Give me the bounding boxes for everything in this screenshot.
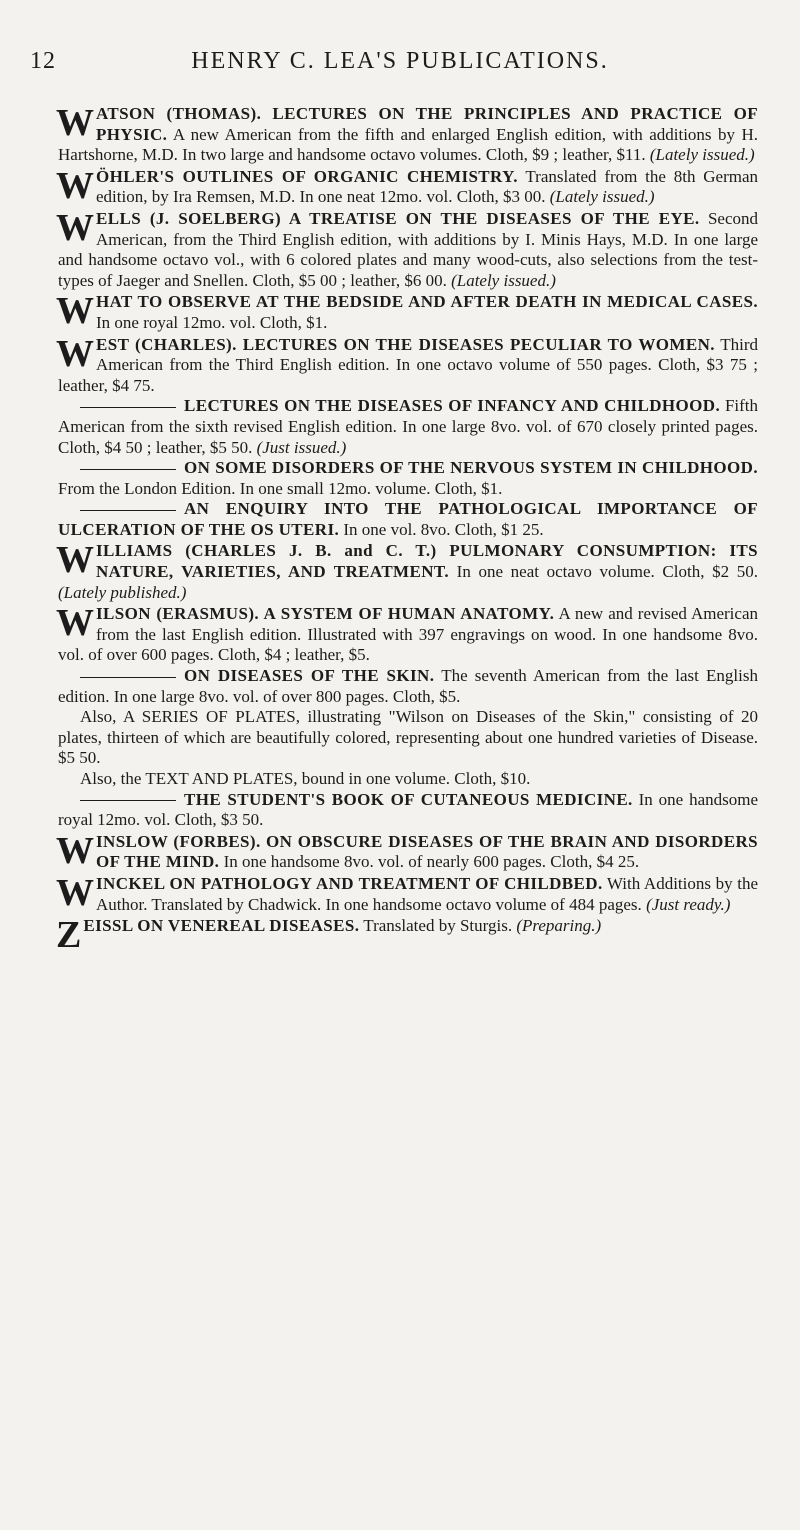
entry-body: In one royal 12mo. vol. Cloth, $1.	[96, 312, 328, 332]
catalog-listing	[56, 102, 759, 957]
sub-entry-heading: AN ENQUIRY INTO THE PATHOLOGICAL IMPORTANCE OF ULCERATION OF THE OS UTERI.	[58, 499, 758, 539]
entry-heading: HAT TO OBSERVE AT THE BEDSIDE AND AFTER DEATH IN MEDICAL CASES.	[96, 292, 758, 312]
entry-heading: ILSON (ERASMUS). A SYSTEM OF HUMAN ANATOMY.	[96, 604, 555, 624]
sub-entry-heading: LECTURES ON THE DISEASES OF INFANCY AND CHILDHOOD.	[184, 396, 721, 416]
catalog-entry	[58, 104, 758, 166]
entry-heading: INCKEL ON PATHOLOGY AND TREATMENT OF CHILDBED.	[96, 873, 603, 893]
entry-body: In one handsome 8vo. vol. of nearly 600 pages. Cloth, $4 25.	[219, 852, 640, 872]
catalog-entry	[58, 292, 758, 333]
catalog-entry	[56, 206, 758, 291]
ditto-rule	[80, 677, 176, 678]
catalog-entry	[56, 164, 758, 208]
sub-entry-body: Fifth American from the sixth revised English edition. In one large 8vo. vol. of 670 closely printed pages. Cloth, $4 50 ; leather, $5 50.	[58, 396, 759, 457]
entry-body: Second American, from the Third English edition, with additions by I. Minis Hays, M.D. In one large and handsome octavo vol., with 6 colored plates and many wood-cuts, also selections from the test-types of Jaeger and Snellen. Cloth, $5 00 ; leather, $6 00.	[58, 208, 758, 290]
page-header	[0, 48, 800, 80]
entry-text	[58, 292, 758, 333]
catalog-entry	[56, 829, 758, 873]
catalog-entry	[56, 914, 758, 957]
entry-heading: ATSON (THOMAS). LECTURES ON THE PRINCIPLES AND PRACTICE OF PHYSIC.	[96, 104, 758, 144]
entry-text	[58, 541, 758, 603]
ditto-rule	[80, 800, 176, 801]
entry-note: (Lately issued.)	[649, 145, 755, 165]
entry-note: (Lately issued.)	[451, 270, 556, 290]
sub-entry-heading: THE STUDENT'S BOOK OF CUTANEOUS MEDICINE.	[184, 789, 633, 809]
sub-entry	[58, 499, 758, 540]
ditto-rule	[80, 407, 176, 408]
drop-cap: Z	[56, 914, 82, 957]
drop-cap: W	[56, 602, 94, 645]
sub-entry-note: (Just issued.)	[256, 437, 347, 457]
drop-cap: W	[56, 290, 94, 333]
sub-entry-body: In one handsome royal 12mo. vol. Cloth, $3 50.	[58, 789, 758, 830]
catalog-entry	[56, 332, 759, 541]
ditto-rule	[80, 469, 176, 470]
also-note: Also, the TEXT AND PLATES, bound in one volume. Cloth, $10.	[80, 769, 531, 788]
entry-body: Translated by Sturgis.	[359, 916, 517, 936]
ditto-rule	[80, 510, 176, 511]
entry-heading: EISSL ON VENEREAL DISEASES.	[83, 916, 360, 936]
drop-cap: W	[56, 871, 94, 914]
entry-text	[56, 164, 758, 208]
entry-heading: ÖHLER'S OUTLINES OF ORGANIC CHEMISTRY.	[96, 166, 518, 186]
drop-cap: W	[56, 206, 94, 249]
catalog-entry	[58, 541, 758, 603]
sub-entry-heading: ON DISEASES OF THE SKIN.	[184, 666, 435, 686]
entry-body: A new and revised American from the last English edition. Illustrated with 397 engravings on wood. In one handsome 8vo. vol. of over 600 pages. Cloth, $4 ; leather, $5.	[58, 604, 758, 665]
entry-heading: ILLIAMS (CHARLES J. B. and C. T.) PULMONARY CONSUMPTION: ITS NATURE, VARIETIES, AND TREATMENT.	[96, 541, 758, 582]
entry-body: In one neat octavo volume. Cloth, $2 50.	[449, 562, 758, 582]
sub-entry-heading: ON SOME DISORDERS OF THE NERVOUS SYSTEM IN CHILDHOOD.	[184, 458, 758, 478]
entry-body: Translated from the 8th German edition, by Ira Remsen, M.D. In one neat 12mo. vol. Cloth, $3 00.	[96, 166, 758, 207]
entry-text	[56, 332, 758, 397]
entry-text	[56, 914, 758, 957]
entry-text	[58, 104, 758, 166]
entry-note: (Just ready.)	[646, 894, 731, 914]
entry-note: (Preparing.)	[516, 916, 602, 936]
catalog-entry	[56, 871, 758, 915]
drop-cap: W	[56, 829, 94, 872]
sub-entry-body: In one vol. 8vo. Cloth, $1 25.	[339, 519, 544, 539]
sub-entry	[58, 790, 758, 831]
drop-cap: W	[56, 332, 94, 375]
entry-text	[58, 604, 758, 666]
entry-text	[56, 206, 758, 291]
sub-entry	[58, 458, 758, 499]
entry-note: (Lately published.)	[58, 582, 187, 602]
entry-body: Third American from the Third English edition. In one octavo volume of 550 pages. Cloth, $3 75 ; leather, $4 75.	[58, 334, 758, 395]
entry-heading: ELLS (J. SOELBERG) A TREATISE ON THE DISEASES OF THE EYE.	[96, 208, 700, 228]
sub-entry	[58, 666, 758, 707]
sub-entry	[58, 396, 758, 458]
entry-text	[56, 829, 758, 873]
sub-entry-body: The seventh American from the last English edition. In one large 8vo. vol. of over 800 pages. Cloth, $5.	[58, 666, 758, 706]
drop-cap: W	[56, 539, 94, 582]
entry-body: With Additions by the Author. Translated by Chadwick. In one handsome octavo volume of 484 pages.	[96, 873, 758, 914]
also-note: Also, A SERIES OF PLATES, illustrating "Wilson on Diseases of the Skin," consisting of 20 plates, thirteen of which are beautifully colored, representing about one hundred varieties of Disease. $5 50.	[58, 707, 758, 768]
entry-heading: INSLOW (FORBES). ON OBSCURE DISEASES OF THE BRAIN AND DISORDERS OF THE MIND.	[96, 831, 758, 872]
drop-cap: W	[56, 102, 94, 144]
entry-body: A new American from the fifth and enlarged English edition, with additions by H. Hartshorne, M.D. In two large and handsome octavo volumes. Cloth, $9 ; leather, $11.	[58, 124, 758, 165]
sub-entry-body: From the London Edition. In one small 12mo. volume. Cloth, $1.	[58, 478, 503, 498]
entry-text	[56, 871, 758, 915]
entry-note: (Lately issued.)	[549, 187, 655, 207]
drop-cap: W	[56, 164, 94, 207]
page-number: 12	[30, 48, 56, 74]
catalog-entry	[58, 604, 758, 831]
entry-heading: EST (CHARLES). LECTURES ON THE DISEASES PECULIAR TO WOMEN.	[96, 334, 715, 354]
running-title: HENRY C. LEA'S PUBLICATIONS.	[191, 48, 609, 74]
